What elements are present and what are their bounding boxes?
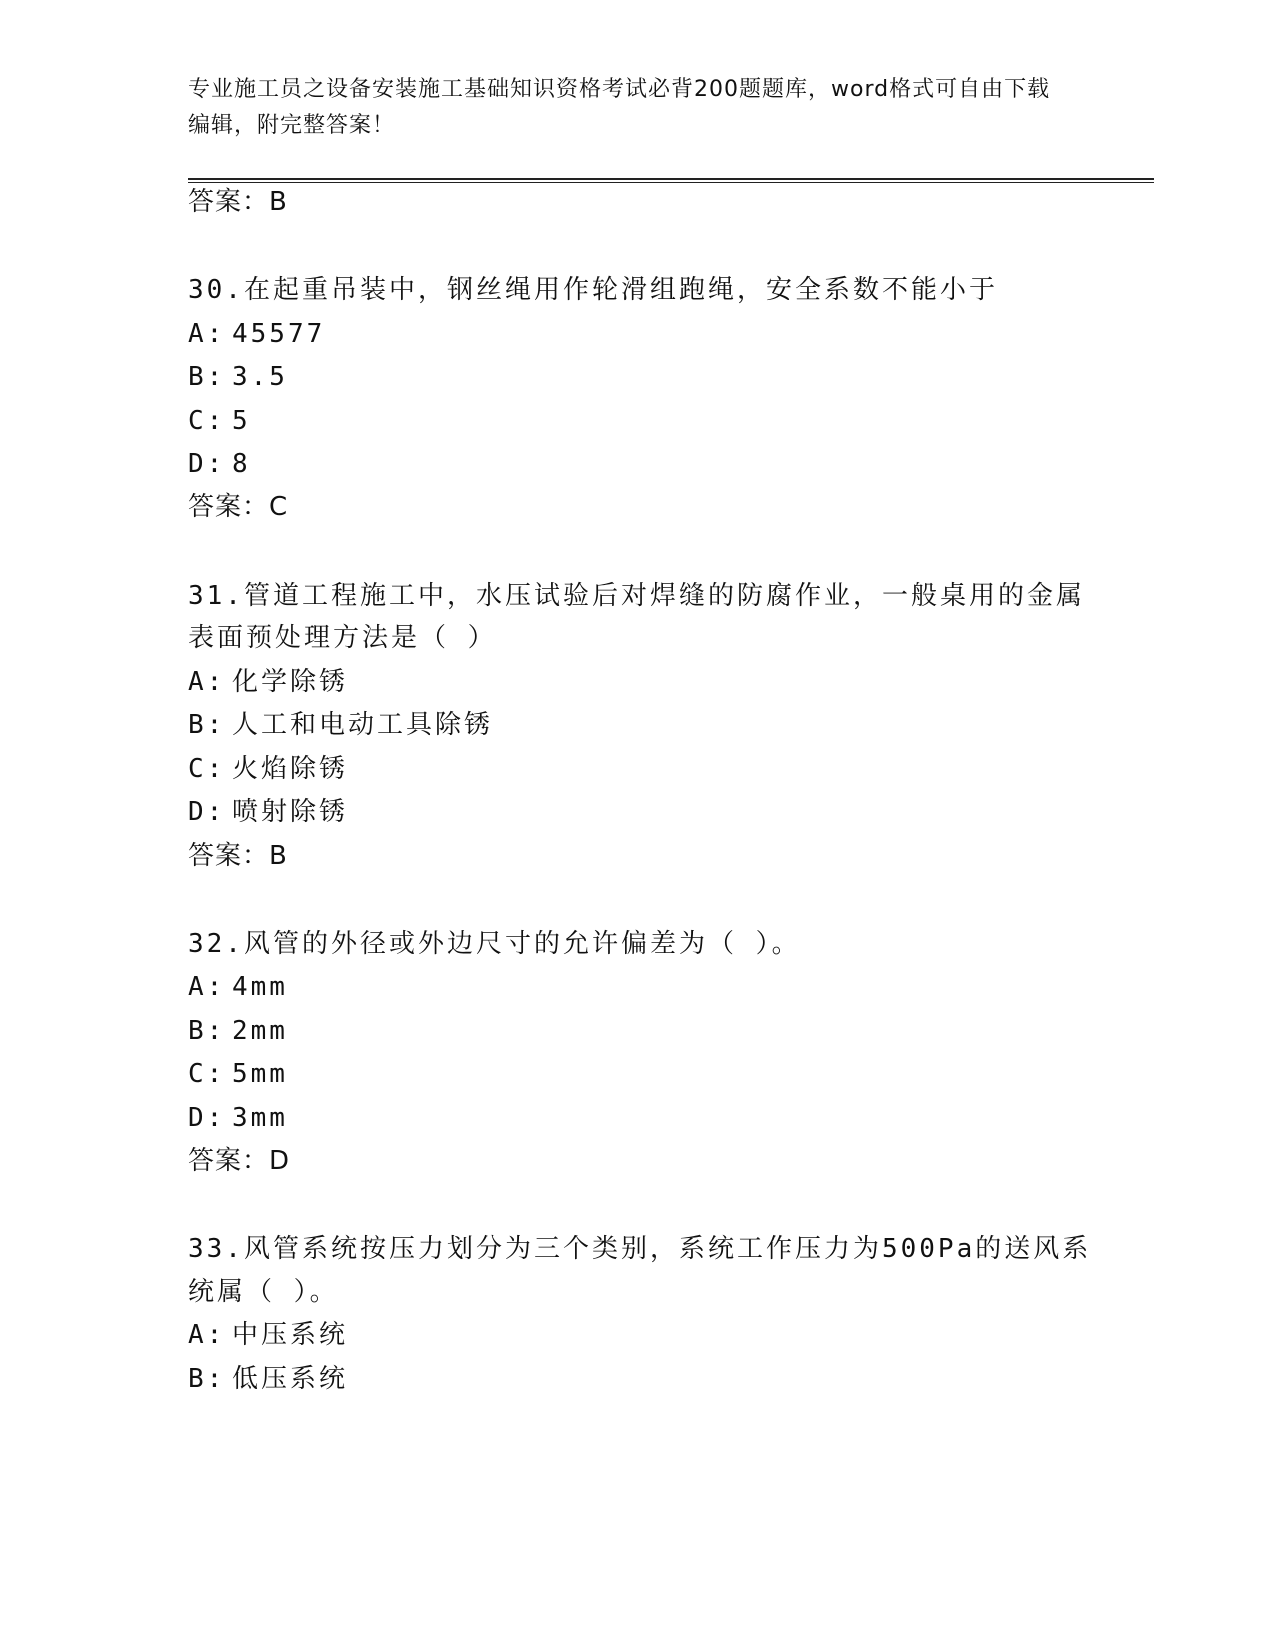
option-text: 火焰除锈 [232,754,349,784]
question-30-option-b [188,357,288,397]
question-31-option-b [188,705,493,745]
option-letter: D: [188,449,226,479]
question-30-answer: 答案：C [188,492,289,522]
option-letter: C: [188,754,226,784]
option-text: 4mm [232,972,288,1002]
option-text: 人工和电动工具除锈 [232,710,494,740]
option-letter: C: [188,1059,226,1089]
question-32-option-a [188,967,288,1007]
question-32-option-d [188,1098,288,1138]
question-33-stem-line-1: 33.风管系统按压力划分为三个类别，系统工作压力为500Pa的送风系 [188,1234,1092,1264]
option-letter: D: [188,797,226,827]
question-30-stem-line-1: 30.在起重吊装中，钢丝绳用作轮滑组跑绳，安全系数不能小于 [188,275,998,305]
option-text: 5mm [232,1059,288,1089]
page-header: 专业施工员之设备安装施工基础知识资格考试必背200题题库，word格式可自由下载编辑，附完整答案！ [188,77,1051,138]
question-33-option-a [188,1315,348,1355]
question-30-option-d [188,444,251,484]
question-33-option-b [188,1359,348,1399]
option-text: 3mm [232,1103,288,1133]
option-letter: B: [188,1364,226,1394]
option-text: 化学除锈 [232,667,349,697]
option-text: 2mm [232,1016,288,1046]
option-text: 45577 [232,319,326,349]
option-text: 3.5 [232,362,288,392]
previous-answer: 答案：B [188,187,288,217]
question-31-stem-line-1: 31.管道工程施工中，水压试验后对焊缝的防腐作业，一般桌用的金属 [188,581,1085,611]
option-text: 8 [232,449,251,479]
option-text: 低压系统 [232,1364,349,1394]
header-divider [188,178,1154,183]
option-letter: B: [188,1016,226,1046]
option-letter: A: [188,972,226,1002]
option-text: 喷射除锈 [232,797,349,827]
question-31-option-d [188,792,348,832]
option-letter: A: [188,319,226,349]
option-text: 中压系统 [232,1320,349,1350]
option-text: 5 [232,406,251,436]
question-30-option-a [188,314,325,354]
option-letter: A: [188,667,226,697]
question-30-option-c [188,401,251,441]
question-31-option-c [188,749,348,789]
question-32-option-b [188,1011,288,1051]
option-letter: C: [188,406,226,436]
option-letter: B: [188,710,226,740]
question-32-answer: 答案：D [188,1146,291,1176]
option-letter: B: [188,362,226,392]
question-32-stem-line-1: 32.风管的外径或外边尺寸的允许偏差为（ ）。 [188,929,801,959]
option-letter: D: [188,1103,226,1133]
question-31-answer: 答案：B [188,841,288,871]
question-32-option-c [188,1054,288,1094]
question-33-stem-line-2: 统属（ ）。 [188,1277,339,1307]
option-letter: A: [188,1320,226,1350]
question-31-stem-line-2: 表面预处理方法是（ ） [188,623,497,653]
question-31-option-a [188,662,348,702]
